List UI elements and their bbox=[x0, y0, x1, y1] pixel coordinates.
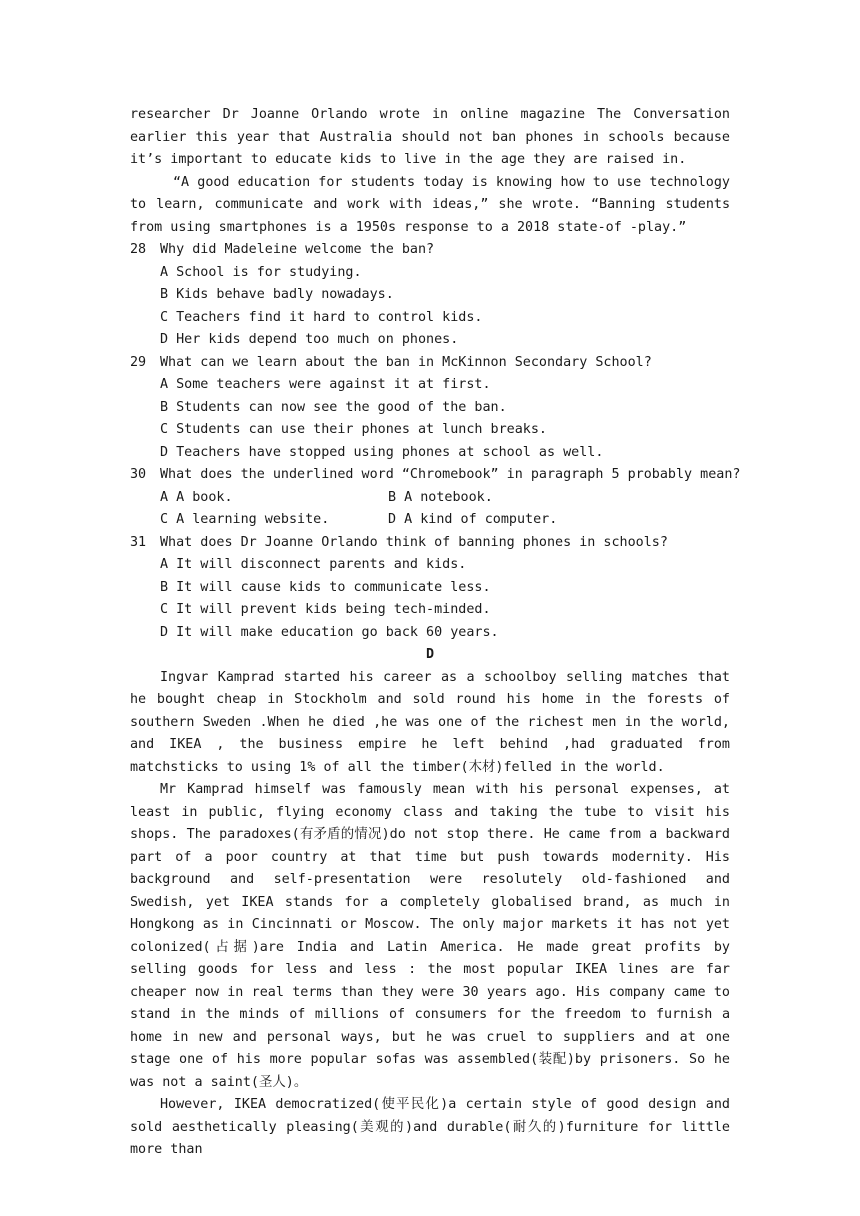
document-page bbox=[130, 104, 741, 1162]
question-stem bbox=[130, 352, 730, 375]
question-stem bbox=[130, 532, 730, 555]
option-b: B Kids behave badly nowadays. bbox=[160, 287, 394, 302]
option-b: B Students can now see the good of the ban. bbox=[160, 399, 507, 415]
passage-d-paragraph-2: Mr Kamprad himself was famously mean with his personal expenses, at least in public, flying economy class and taking the tube to visit his shops. The paradoxes(有矛盾的情况)do not stop there. He came from a backward part of a poor country at that time but push towards modernity. His background and self-presentation were resolutely old-fashioned and Swedish, yet IKEA stands for a completely globalised brand, as much in Hongkong as in Cincinnati or Moscow. The only major markets it has not yet colonized(占据)are India and Latin America. He made great profits by selling goods for less and less : the most popular IKEA lines are far cheaper now in real terms than they were 30 years ago. His company came to stand in the minds of millions of consumers for the freedom to furnish a home in new and personal ways, but he was cruel to suppliers and at one stage one of his more popular sofas was assembled(装配)by prisoners. So he was not a saint(圣人)。 bbox=[130, 782, 730, 1090]
option-a: A A book. bbox=[160, 489, 233, 505]
option-a: A It will disconnect parents and kids. bbox=[160, 557, 467, 572]
question-number: 28 bbox=[130, 242, 147, 257]
option-c: C Students can use their phones at lunch breaks. bbox=[160, 422, 547, 437]
question-text: Why did Madeleine welcome the ban? bbox=[160, 242, 435, 257]
question-stem bbox=[130, 239, 730, 262]
question-number: 30 bbox=[130, 467, 147, 482]
option-c: C It will prevent kids being tech-minded. bbox=[160, 602, 491, 617]
option-b: B It will cause kids to communicate less. bbox=[160, 579, 491, 595]
passage-c-paragraph-quote: “A good education for students today is knowing how to use technology to learn, communicate and work with ideas,” she wrote. “Banning students from using smartphones is a 1950s response to a 2018 state-of -play.” bbox=[130, 174, 730, 235]
section-heading: D bbox=[425, 647, 435, 662]
option-c: C Teachers find it hard to control kids. bbox=[160, 309, 483, 325]
option-d: D Her kids depend too much on phones. bbox=[160, 332, 459, 347]
question-text: What does Dr Joanne Orlando think of banning phones in schools? bbox=[160, 534, 668, 550]
option-d: D It will make education go back 60 years. bbox=[160, 624, 499, 640]
question-number: 29 bbox=[130, 354, 147, 370]
passage-d-paragraph-3: However, IKEA democratized(使平民化)a certain style of good design and sold aesthetically pleasing(美观的)and durable(耐久的)furniture for little more than bbox=[130, 1097, 730, 1157]
question-28 bbox=[130, 239, 730, 352]
question-number: 31 bbox=[130, 534, 147, 550]
option-d: D A kind of computer. bbox=[388, 512, 558, 527]
option-a: A School is for studying. bbox=[160, 264, 362, 280]
options-row-cd bbox=[160, 509, 730, 532]
question-29 bbox=[130, 352, 730, 465]
option-d: D Teachers have stopped using phones at school as well. bbox=[160, 444, 604, 460]
option-a: A Some teachers were against it at first. bbox=[160, 377, 491, 392]
question-stem bbox=[130, 464, 741, 487]
option-c: C A learning website. bbox=[160, 512, 330, 527]
option-b: B A notebook. bbox=[388, 489, 493, 505]
options-row-ab bbox=[160, 487, 730, 510]
passage-d-paragraph-1: Ingvar Kamprad started his career as a schoolboy selling matches that he bought cheap in Stockholm and sold round his home in the forests of southern Sweden .When he died ,he was one of the richest men in the world, and IKEA , the business empire he left behind ,had graduated from matchsticks to using 1% of all the timber(木材)felled in the world. bbox=[130, 669, 730, 775]
question-31 bbox=[130, 532, 730, 645]
question-30 bbox=[130, 464, 741, 532]
passage-c-paragraph-continued: researcher Dr Joanne Orlando wrote in online magazine The Conversation earlier this year that Australia should not ban phones in schools because it’s important to educate kids to live in the age they are raised in. bbox=[130, 107, 730, 167]
question-text: What does the underlined word “Chromebook” in paragraph 5 probably mean? bbox=[160, 467, 741, 482]
question-text: What can we learn about the ban in McKinnon Secondary School? bbox=[160, 354, 652, 370]
